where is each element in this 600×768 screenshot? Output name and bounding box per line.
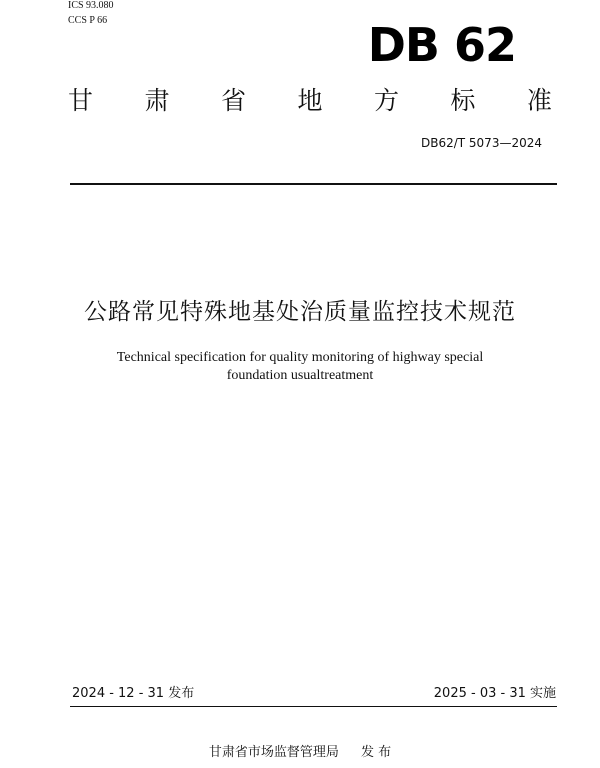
standard-type-char: 甘 [68,86,94,115]
document-title-chinese: 公路常见特殊地基处治质量监控技术规范 [84,299,516,325]
top-divider [70,183,557,185]
publisher-line [0,745,600,761]
implementation-date: 2025 - 03 - 31 实施 [433,686,556,701]
publisher-name: 甘肃省市场监督管理局 [208,745,339,760]
db62-logo: DB 62 [367,18,516,72]
english-title-line: foundation usualtreatment [226,368,374,383]
document-title-english [0,349,600,385]
standard-type-char: 方 [373,86,399,115]
ccs-code: CCS P 66 [68,15,108,26]
standard-type-heading [68,86,552,116]
standard-type-char: 肃 [144,86,170,115]
standard-type-char: 准 [526,86,552,115]
bottom-divider [70,706,557,707]
ics-code: ICS 93.080 [68,0,114,11]
standard-code: DB62/T 5073—2024 [420,136,542,150]
standard-type-char: 地 [297,86,323,115]
standard-type-char: 省 [220,86,246,115]
english-title-line: Technical specification for quality monitoring of highway special [116,350,484,365]
standard-type-char: 标 [450,86,476,115]
publisher-action: 发 布 [360,745,392,760]
issue-date: 2024 - 12 - 31 发布 [72,686,195,701]
